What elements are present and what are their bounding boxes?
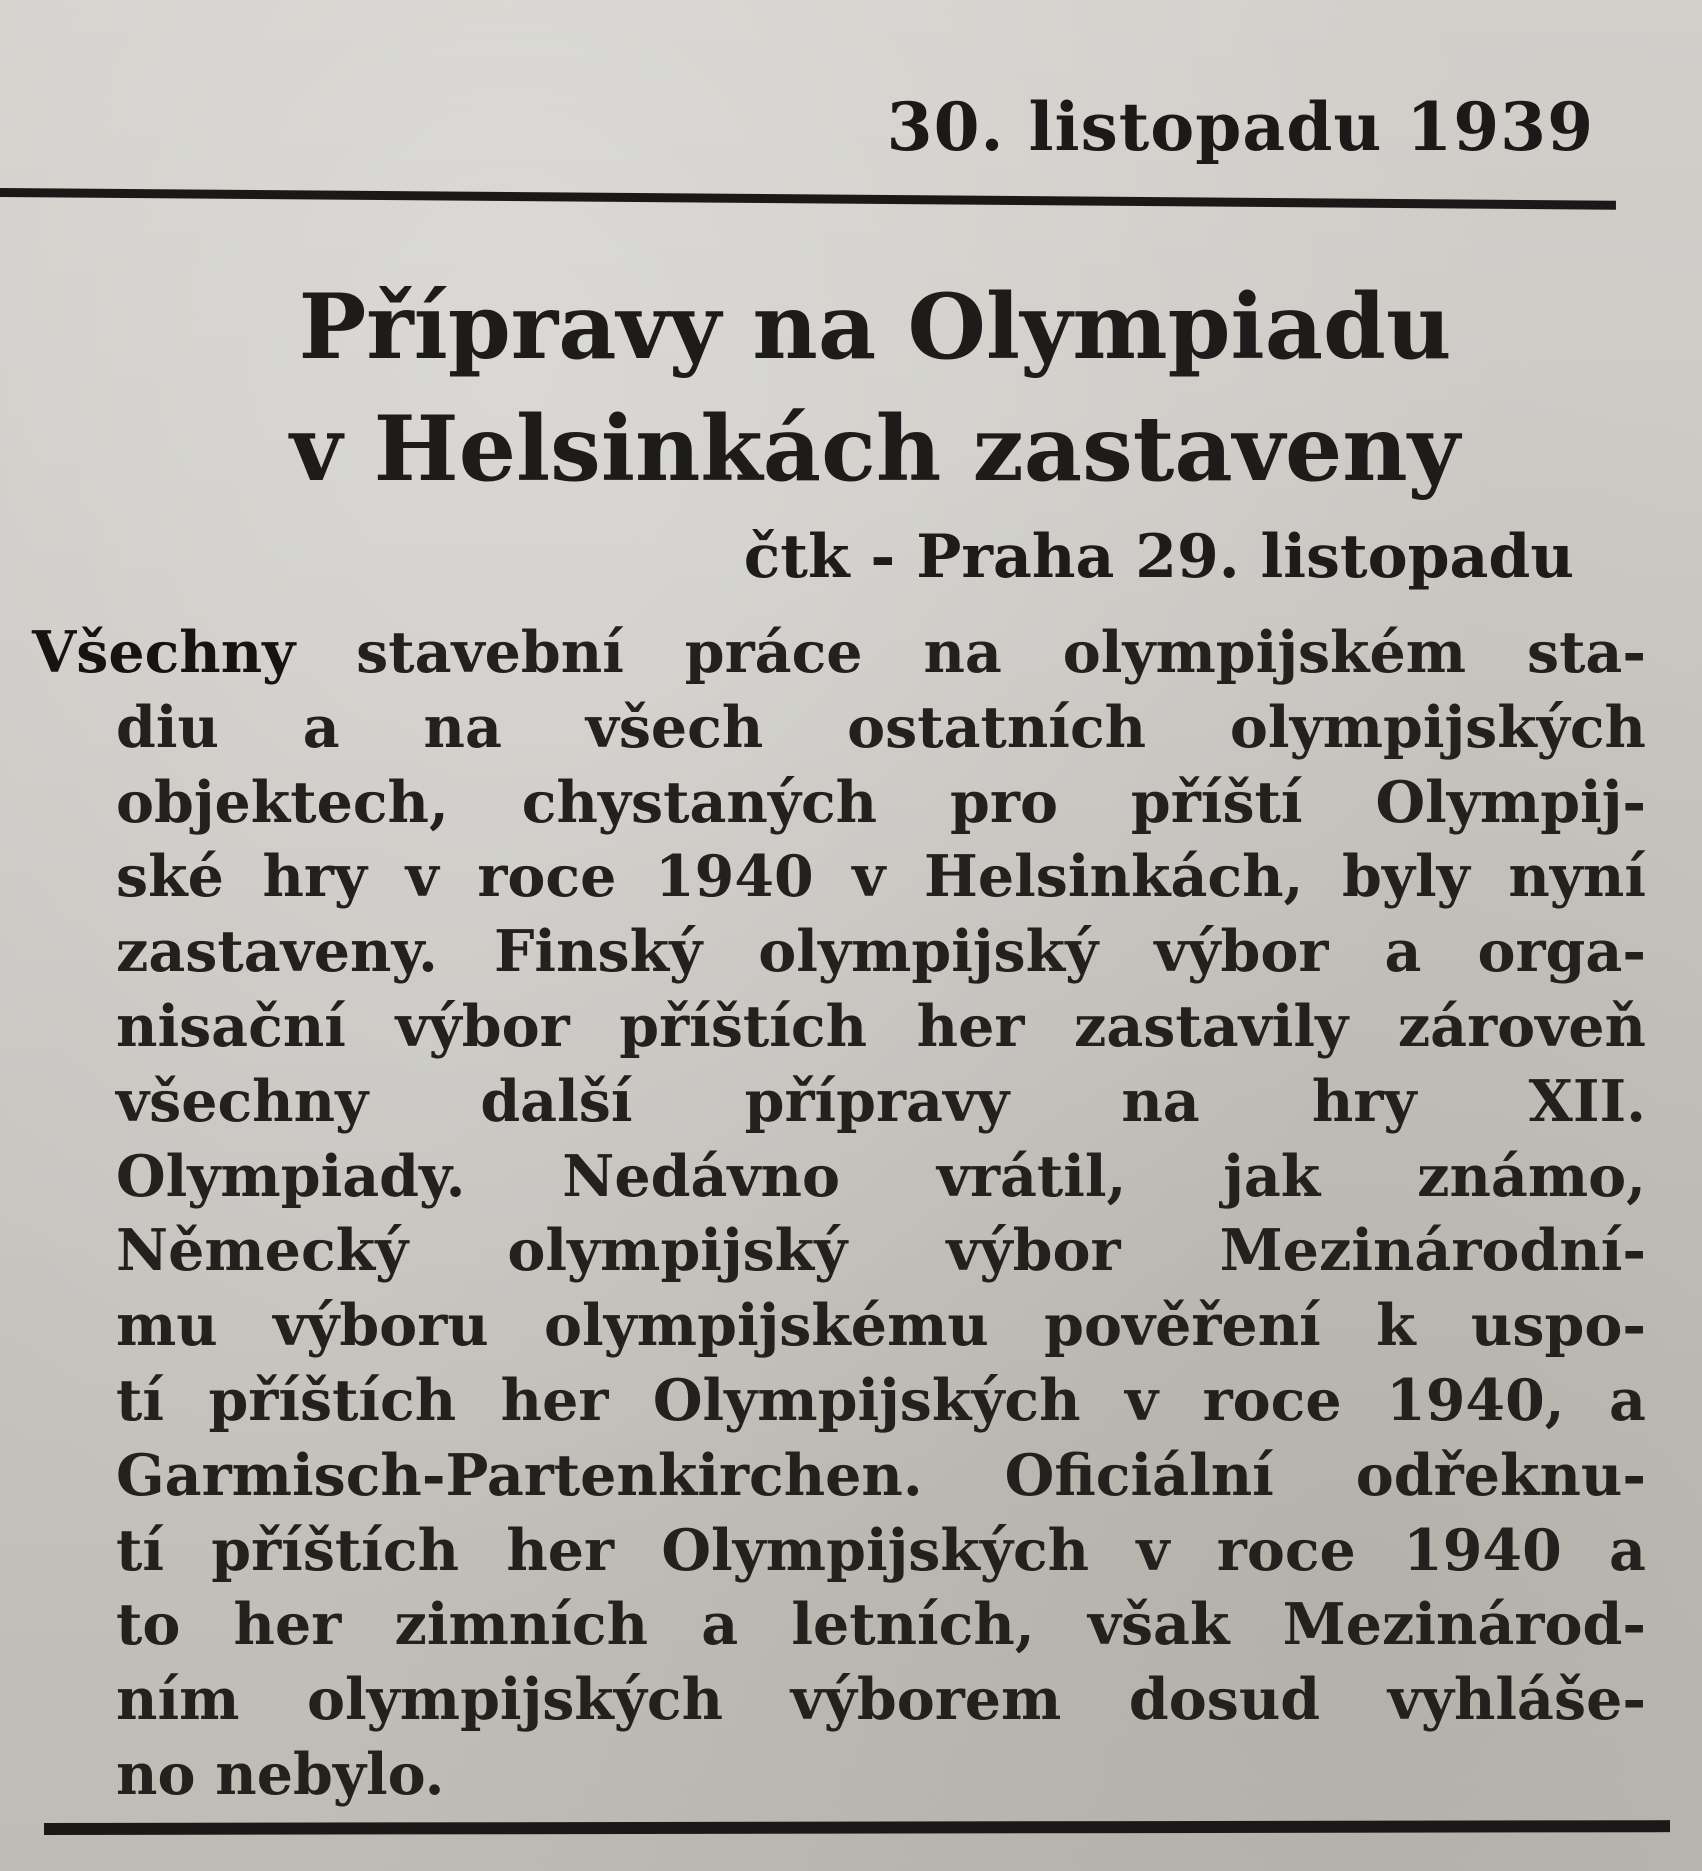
top-rule <box>0 188 1616 210</box>
body-line: no nebylo. <box>116 1740 445 1808</box>
body-line: Olympiady. Nedávno vrátil, jak známo, <box>116 1142 1646 1210</box>
body-line <box>32 616 1646 691</box>
body-line: to her zimních a letních, však Mezinárod- <box>116 1591 1646 1659</box>
body-line: objektech, chystaných pro příští Olympij- <box>116 768 1646 836</box>
body-line: Německý olympijský výbor Mezinárodní- <box>116 1217 1646 1285</box>
body-line-text: stavební práce na olympijském sta- <box>295 619 1646 686</box>
body-line: mu výboru olympijskému pověření k uspo- <box>116 1292 1646 1360</box>
issue-date: 30. listopadu 1939 <box>886 88 1594 166</box>
lead-word: Všechny <box>32 619 296 686</box>
body-line: všechny další přípravy na hry XII. <box>116 1067 1646 1135</box>
article-headline <box>130 266 1620 510</box>
body-line: tí příštích her Olympijských v roce 1940 a <box>116 1516 1646 1584</box>
body-line: diu a na všech ostatních olympijských <box>116 693 1646 761</box>
body-line: zastaveny. Finský olympijský výbor a orga- <box>116 918 1646 986</box>
article-body <box>32 616 1646 1813</box>
body-line: Garmisch-Partenkirchen. Oficiální odřeknu- <box>116 1441 1646 1509</box>
dateline: čtk - Praha 29. listopadu <box>743 522 1574 592</box>
body-line: nisační výbor příštích her zastavily zároveň <box>116 992 1646 1060</box>
headline-line-2: v Helsinkách zastaveny <box>290 396 1460 502</box>
body-line: ské hry v roce 1940 v Helsinkách, byly nyní <box>116 843 1646 911</box>
headline-line-1: Přípravy na Olympiadu <box>298 274 1452 380</box>
bottom-rule <box>44 1820 1670 1835</box>
body-line: tí příštích her Olympijských v roce 1940, a <box>116 1366 1646 1434</box>
body-line: ním olympijských výborem dosud vyhláše- <box>116 1666 1646 1734</box>
